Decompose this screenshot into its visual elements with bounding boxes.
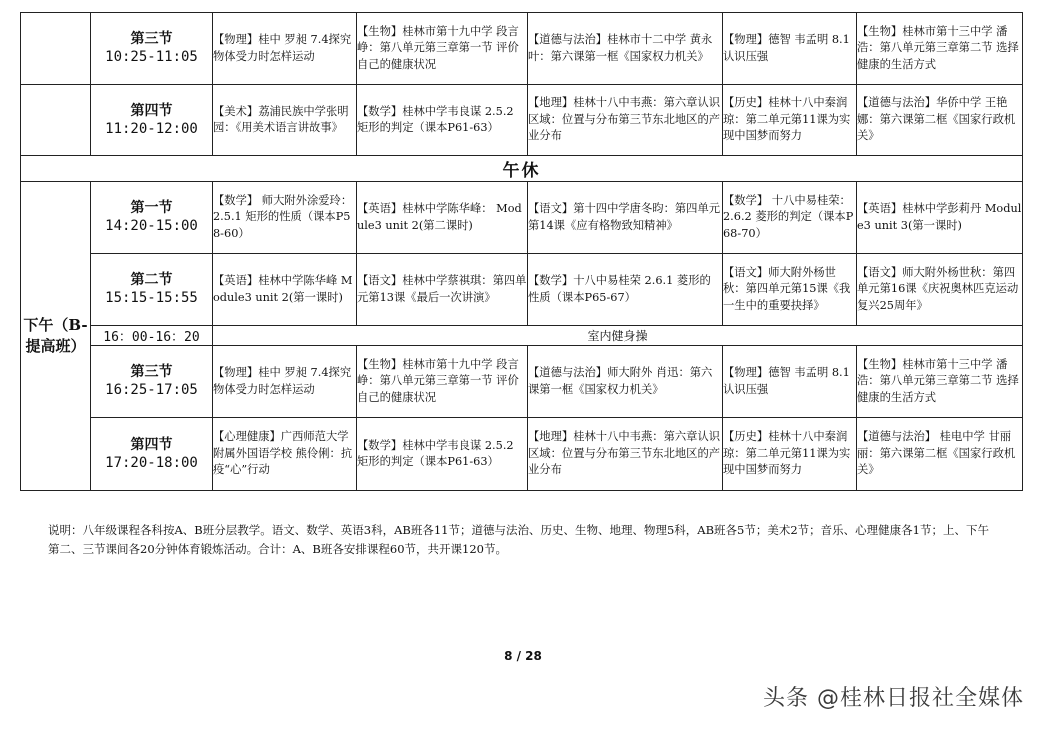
lesson-cell: 【语文】师大附外杨世秋：第四单元第15课《我一生中的重要抉择》	[723, 254, 857, 326]
lesson-cell: 【英语】桂林中学彭莉丹 Module3 unit 3(第一课时)	[857, 182, 1023, 254]
lesson-cell: 【道德与法治】师大附外 肖迅：第六课第一框《国家权力机关》	[528, 346, 723, 418]
table-row	[21, 85, 1023, 156]
session-cell-morning	[21, 85, 91, 156]
period-name: 第四节	[130, 102, 173, 119]
lesson-cell: 【美术】荔浦民族中学张明园：《用美术语言讲故事》	[213, 85, 357, 156]
lesson-cell: 【历史】桂林十八中秦润琼：第二单元第11课为实现中国梦而努力	[723, 85, 857, 156]
lesson-cell: 【语文】第十四中学唐冬昀：第四单元第14课《应有格物致知精神》	[528, 182, 723, 254]
table-row	[21, 254, 1023, 326]
period-time: 14:20-15:00	[105, 218, 198, 234]
period-cell	[91, 346, 213, 418]
session-cell-morning	[21, 13, 91, 85]
period-cell	[91, 182, 213, 254]
lesson-cell: 【语文】师大附外杨世秋：第四单元第16课《庆祝奥林匹克运动复兴25周年》	[857, 254, 1023, 326]
lesson-cell: 【语文】桂林中学蔡祺琪：第四单元第13课《最后一次讲演》	[357, 254, 528, 326]
lesson-cell: 【地理】桂林十八中韦燕：第六章认识区域：位置与分布第三节东北地区的产业分布	[528, 85, 723, 156]
lesson-cell: 【物理】桂中 罗昶 7.4探究物体受力时怎样运动	[213, 346, 357, 418]
lesson-cell: 【生物】桂林市第十三中学 潘浩：第八单元第三章第二节 选择健康的生活方式	[857, 13, 1023, 85]
lesson-cell: 【物理】德智 韦孟明 8.1认识压强	[723, 346, 857, 418]
lesson-cell: 【生物】桂林市第十三中学 潘浩：第八单元第三章第二节 选择健康的生活方式	[857, 346, 1023, 418]
lesson-cell: 【道德与法治】 桂电中学 甘丽丽：第六课第二框《国家行政机关》	[857, 418, 1023, 491]
period-time: 17:20-18:00	[105, 454, 198, 471]
lesson-cell: 【生物】桂林市第十九中学 段言峥：第八单元第三章第一节 评价自己的健康状况	[357, 346, 528, 418]
lesson-cell: 【历史】桂林十八中秦润琼：第二单元第11课为实现中国梦而努力	[723, 418, 857, 491]
period-time: 16:25-17:05	[105, 382, 198, 398]
watermark-text: 头条 @桂林日报社全媒体	[763, 686, 1024, 711]
page-number: 8 / 28	[504, 649, 542, 663]
session-label-afternoon: 下午（B-提高班）	[21, 182, 91, 491]
table-row	[21, 418, 1023, 491]
schedule-table	[20, 12, 1023, 491]
period-time: 10:25-11:05	[105, 49, 198, 65]
lesson-cell: 【道德与法治】桂林市十二中学 黄永叶：第六课第一框《国家权力机关》	[528, 13, 723, 85]
noon-break-row	[21, 156, 1023, 182]
period-name: 第四节	[130, 436, 173, 453]
period-name: 第一节	[130, 200, 173, 216]
period-cell	[91, 85, 213, 156]
table-row	[21, 182, 1023, 254]
lesson-cell: 【物理】德智 韦孟明 8.1认识压强	[723, 13, 857, 85]
period-name: 第三节	[130, 364, 173, 380]
exercise-row	[21, 326, 1023, 346]
lesson-cell: 【心理健康】广西师范大学附属外国语学校 熊伶俐：抗疫“心”行动	[213, 418, 357, 491]
noon-break-label: 午休	[21, 156, 1023, 182]
lesson-cell: 【道德与法治】华侨中学 王艳娜：第六课第二框《国家行政机关》	[857, 85, 1023, 156]
table-row	[21, 13, 1023, 85]
lesson-cell: 【数学】桂林中学韦良谋 2.5.2 矩形的判定（课本P61-63）	[357, 418, 528, 491]
period-time: 11:20-12:00	[105, 120, 198, 137]
period-time: 15:15-15:55	[105, 290, 198, 306]
lesson-cell: 【英语】桂林中学陈华峰： Module3 unit 2(第二课时)	[357, 182, 528, 254]
period-name: 第二节	[130, 272, 173, 288]
period-cell	[91, 254, 213, 326]
lesson-cell: 【地理】桂林十八中韦燕：第六章认识区域：位置与分布第三节东北地区的产业分布	[528, 418, 723, 491]
period-name: 第三节	[130, 31, 173, 47]
lesson-cell: 【生物】桂林市第十九中学 段言峥：第八单元第三章第一节 评价自己的健康状况	[357, 13, 528, 85]
lesson-cell: 【数学】 师大附外涂爱玲：2.5.1 矩形的性质（课本P58-60）	[213, 182, 357, 254]
exercise-activity: 室内健身操	[213, 326, 1023, 346]
period-cell	[91, 418, 213, 491]
exercise-time: 16：00-16：20	[91, 326, 213, 346]
lesson-cell: 【数学】 十八中易桂荣：2.6.2 菱形的判定（课本P68-70）	[723, 182, 857, 254]
lesson-cell: 【数学】十八中易桂荣 2.6.1 菱形的性质（课本P65-67）	[528, 254, 723, 326]
lesson-cell: 【物理】桂中 罗昶 7.4探究物体受力时怎样运动	[213, 13, 357, 85]
lesson-cell: 【英语】桂林中学陈华峰 Module3 unit 2(第一课时)	[213, 254, 357, 326]
table-row	[21, 346, 1023, 418]
footnote: 说明：八年级课程各科按A、B班分层教学。语文、数学、英语3科，AB班各11节；道德与法治、历史、生物、地理、物理5科，AB班各5节；美术2节；音乐、心理健康各1节；上、下午第二、三节课间各20分钟体育锻炼活动。合计：A、B班各安排课程60节，共开课120节。	[48, 523, 989, 556]
lesson-cell: 【数学】桂林中学韦良谋 2.5.2 矩形的判定（课本P61-63）	[357, 85, 528, 156]
period-cell	[91, 13, 213, 85]
